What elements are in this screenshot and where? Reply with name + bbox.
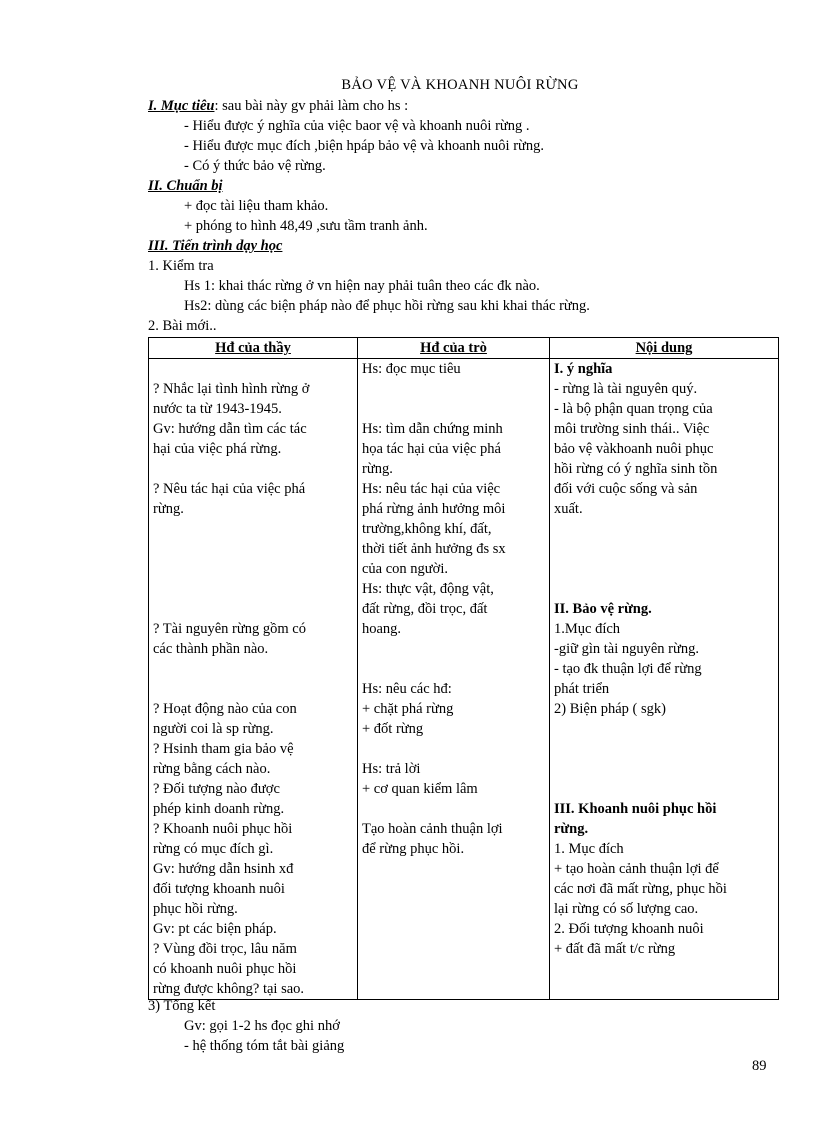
teacher-activity-line: rừng. bbox=[153, 501, 184, 517]
student-activity-line: để rừng phục hồi. bbox=[362, 841, 465, 857]
teacher-activity-line: ? Đối tượng nào được bbox=[153, 781, 280, 797]
lesson-table bbox=[148, 337, 779, 1000]
summary-item: Gv: gọi 1-2 hs đọc ghi nhớ bbox=[184, 1018, 340, 1034]
student-activity-line: Hs: nêu các hđ: bbox=[362, 681, 452, 697]
content-column-header: Nội dung bbox=[550, 338, 779, 359]
table-row bbox=[149, 359, 779, 1000]
student-column-header: Hđ của trò bbox=[358, 338, 550, 359]
teacher-activity-line bbox=[153, 359, 353, 379]
student-activity-line: Hs: trả lời bbox=[362, 761, 421, 777]
page-title: BẢO VỆ VÀ KHOANH NUÔI RỪNG bbox=[341, 77, 579, 93]
check-question-1: Hs 1: khai thác rừng ở vn hiện nay phải tuân theo các đk nào. bbox=[184, 278, 540, 294]
new-lesson-heading: 2. Bài mới.. bbox=[148, 318, 217, 334]
content-line: + đất đã mất t/c rừng bbox=[554, 941, 676, 957]
teacher-activity-line bbox=[153, 559, 353, 579]
teacher-activity-line: đối tượng khoanh nuôi bbox=[153, 881, 285, 897]
objective-item: - Hiểu được mục đích ,biện hpáp bảo vệ và khoanh nuôi rừng. bbox=[184, 138, 545, 154]
content-line bbox=[554, 779, 774, 799]
teacher-activity-line: ? Tài nguyên rừng gồm có bbox=[153, 621, 306, 637]
content-line: + tạo hoàn cảnh thuận lợi để bbox=[554, 861, 719, 877]
student-activity-line: + chặt phá rừng bbox=[362, 701, 454, 717]
teacher-activity-line bbox=[153, 539, 353, 559]
teacher-activity-line bbox=[153, 579, 353, 599]
student-activity-line: họa tác hại của việc phá bbox=[362, 441, 501, 457]
teacher-activities-cell bbox=[149, 359, 358, 1000]
summary-item: - hệ thống tóm tắt bài giảng bbox=[184, 1038, 345, 1054]
student-activity-line bbox=[362, 399, 545, 419]
teacher-activity-line: ? Nêu tác hại của việc phá bbox=[153, 481, 306, 497]
student-activity-line: thời tiết ảnh hưởng đs sx bbox=[362, 541, 506, 557]
content-line: đối với cuộc sống và sản bbox=[554, 481, 698, 497]
student-activity-line bbox=[362, 379, 545, 399]
student-activity-line: + đốt rừng bbox=[362, 721, 424, 737]
teacher-activity-line: rừng được không? tại sao. bbox=[153, 981, 305, 997]
teacher-activity-line: ? Hoạt động nào của con bbox=[153, 701, 297, 717]
teacher-activity-line: phép kinh doanh rừng. bbox=[153, 801, 285, 817]
student-activity-line bbox=[362, 799, 545, 819]
teacher-activity-line bbox=[153, 679, 353, 699]
student-activity-line: rừng. bbox=[362, 461, 393, 477]
section-objectives bbox=[148, 96, 408, 116]
student-activity-line bbox=[362, 739, 545, 759]
teacher-activity-line bbox=[153, 459, 353, 479]
content-line: phát triển bbox=[554, 681, 610, 697]
teacher-activity-line: ? Nhắc lại tình hình rừng ở bbox=[153, 381, 310, 397]
teacher-activity-line: Gv: hướng dẫn hsinh xđ bbox=[153, 861, 294, 877]
check-heading: 1. Kiểm tra bbox=[148, 258, 214, 274]
content-line: môi trường sinh thái.. Việc bbox=[554, 421, 710, 437]
objectives-heading: I. Mục tiêu bbox=[148, 98, 215, 114]
content-line: các nơi đã mất rừng, phục hồi bbox=[554, 881, 727, 897]
teacher-activity-line: ? Hsinh tham gia bảo vệ bbox=[153, 741, 294, 757]
content-line: rừng. bbox=[554, 821, 589, 837]
content-line bbox=[554, 579, 774, 599]
summary-heading: 3) Tổng kết bbox=[148, 998, 216, 1014]
content-line bbox=[554, 539, 774, 559]
content-line bbox=[554, 519, 774, 539]
student-activity-line: Tạo hoàn cảnh thuận lợi bbox=[362, 821, 503, 837]
page-number: 89 bbox=[752, 1058, 767, 1074]
student-activity-line: trường,không khí, đất, bbox=[362, 521, 492, 537]
teacher-activity-line bbox=[153, 599, 353, 619]
student-activity-line: Hs: thực vật, động vật, bbox=[362, 581, 494, 597]
table-header-row bbox=[149, 338, 779, 359]
student-activity-line bbox=[362, 659, 545, 679]
teacher-activity-line: hại của việc phá rừng. bbox=[153, 441, 282, 457]
objective-item: - Có ý thức bảo vệ rừng. bbox=[184, 158, 326, 174]
content-line bbox=[554, 759, 774, 779]
student-activity-line: Hs: đọc mục tiêu bbox=[362, 361, 461, 377]
teacher-activity-line: nước ta từ 1943-1945. bbox=[153, 401, 282, 417]
teacher-activity-line: ? Vùng đồi trọc, lâu năm bbox=[153, 941, 297, 957]
student-activity-line: Hs: tìm dẫn chứng minh bbox=[362, 421, 503, 437]
content-line: - rừng là tài nguyên quý. bbox=[554, 381, 698, 397]
student-activity-line: Hs: nêu tác hại của việc bbox=[362, 481, 501, 497]
content-line: xuất. bbox=[554, 501, 583, 517]
content-line: III. Khoanh nuôi phục hồi bbox=[554, 801, 717, 817]
student-activity-line: đất rừng, đồi trọc, đất bbox=[362, 601, 488, 617]
student-activity-line: của con người. bbox=[362, 561, 448, 577]
teacher-activity-line: rừng có mục đích gì. bbox=[153, 841, 274, 857]
content-line: lại rừng có số lượng cao. bbox=[554, 901, 699, 917]
content-line bbox=[554, 559, 774, 579]
content-line: 2) Biện pháp ( sgk) bbox=[554, 701, 666, 717]
teacher-activity-line bbox=[153, 519, 353, 539]
objectives-intro: : sau bài này gv phải làm cho hs : bbox=[214, 98, 409, 114]
preparation-heading: II. Chuẩn bị bbox=[148, 178, 223, 194]
teacher-activity-line: ? Khoanh nuôi phục hồi bbox=[153, 821, 293, 837]
student-activities-cell bbox=[358, 359, 550, 1000]
content-line: bảo vệ vàkhoanh nuôi phục bbox=[554, 441, 714, 457]
check-question-2: Hs2: dùng các biện pháp nào để phục hồi rừng sau khi khai thác rừng. bbox=[184, 298, 590, 314]
content-cell bbox=[550, 359, 779, 1000]
teacher-activity-line: rừng bằng cách nào. bbox=[153, 761, 271, 777]
objective-item: - Hiểu được ý nghĩa của việc baor vệ và khoanh nuôi rừng . bbox=[184, 118, 530, 134]
preparation-item: + đọc tài liệu tham khảo. bbox=[184, 198, 329, 214]
teacher-activity-line bbox=[153, 659, 353, 679]
student-activity-line: hoang. bbox=[362, 621, 402, 637]
content-line: -giữ gìn tài nguyên rừng. bbox=[554, 641, 699, 657]
student-activity-line: + cơ quan kiểm lâm bbox=[362, 781, 478, 797]
teacher-activity-line: người coi là sp rừng. bbox=[153, 721, 274, 737]
content-line: - tạo đk thuận lợi để rừng bbox=[554, 661, 702, 677]
content-line: 2. Đối tượng khoanh nuôi bbox=[554, 921, 704, 937]
teacher-activity-line: phục hồi rừng. bbox=[153, 901, 238, 917]
content-line: hồi rừng có ý nghĩa sinh tồn bbox=[554, 461, 718, 477]
procedure-heading: III. Tiến trình dạy học bbox=[148, 238, 283, 254]
teacher-activity-line: Gv: pt các biện pháp. bbox=[153, 921, 277, 937]
teacher-activity-line: các thành phần nào. bbox=[153, 641, 269, 657]
content-line: - là bộ phận quan trọng của bbox=[554, 401, 713, 417]
preparation-item: + phóng to hình 48,49 ,sưu tầm tranh ảnh. bbox=[184, 218, 428, 234]
student-activity-line bbox=[362, 639, 545, 659]
content-line: I. ý nghĩa bbox=[554, 361, 613, 377]
content-line bbox=[554, 739, 774, 759]
teacher-activity-line: Gv: hướng dẫn tìm các tác bbox=[153, 421, 307, 437]
content-line bbox=[554, 719, 774, 739]
content-line: 1.Mục đích bbox=[554, 621, 621, 637]
content-line: II. Bảo vệ rừng. bbox=[554, 601, 652, 617]
content-line: 1. Mục đích bbox=[554, 841, 624, 857]
teacher-activity-line: có khoanh nuôi phục hồi bbox=[153, 961, 297, 977]
teacher-column-header: Hđ của thầy bbox=[149, 338, 358, 359]
student-activity-line: phá rừng ảnh hưởng môi bbox=[362, 501, 506, 517]
